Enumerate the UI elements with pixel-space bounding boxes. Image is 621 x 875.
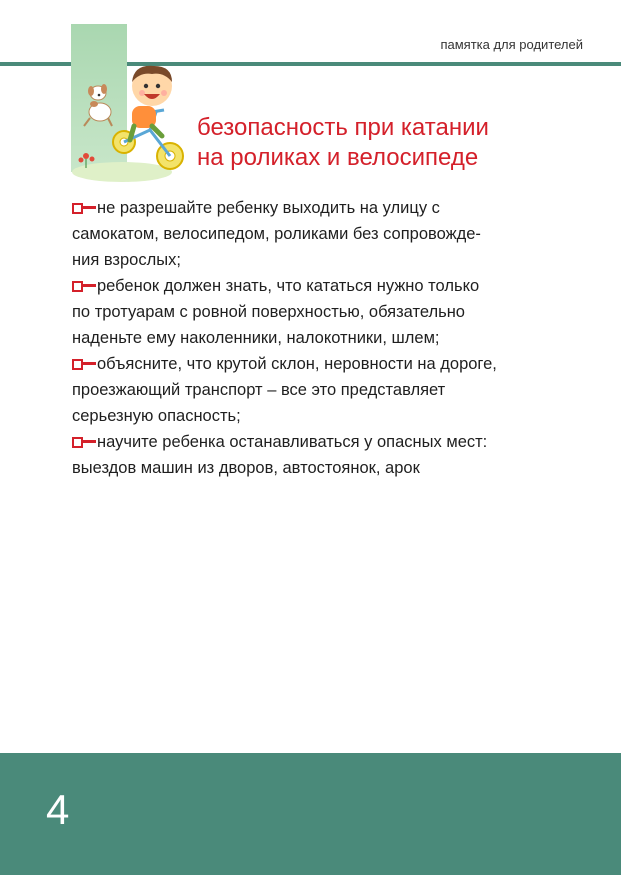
- red-bullet-icon: [72, 202, 96, 214]
- red-bullet-icon: [72, 280, 96, 292]
- red-bullet-icon: [72, 436, 96, 448]
- advice-item: [72, 195, 550, 273]
- advice-item: [72, 273, 550, 351]
- advice-item-2-line-2: по тротуарам с ровной поверхностью, обязательно: [72, 303, 465, 321]
- red-bullet-icon: [72, 358, 96, 370]
- page-number: 4: [46, 786, 70, 833]
- advice-item-3-line-3: серьезную опасность;: [72, 407, 241, 425]
- advice-item-3-line-2: проезжающий транспорт – все это представляет: [72, 381, 446, 399]
- advice-item-3-line-1: объясните, что крутой склон, неровности на дороге,: [97, 355, 497, 373]
- page-title: [197, 113, 489, 173]
- advice-item-2-line-3: наденьте ему наколенники, налокотники, шлем;: [72, 329, 440, 347]
- header-label: памятка для родителей: [440, 37, 583, 52]
- advice-item-1-line-2: самокатом, велосипедом, роликами без сопровожде-: [72, 225, 481, 243]
- child-on-tricycle-with-dog-icon: [72, 60, 192, 188]
- advice-item-4-line-1: научите ребенка останавливаться у опасных мест:: [97, 433, 488, 451]
- advice-list: [72, 195, 550, 481]
- advice-item-1-line-1: не разрешайте ребенку выходить на улицу с: [97, 199, 440, 217]
- advice-item-1-line-3: ния взрослых;: [72, 251, 181, 269]
- advice-item-4-line-2: выездов машин из дворов, автостоянок, арок: [72, 459, 420, 477]
- advice-item: [72, 351, 550, 429]
- title-line-2: на роликах и велосипеде: [197, 144, 479, 171]
- footer-band: [0, 753, 621, 875]
- advice-item-2-line-1: ребенок должен знать, что кататься нужно только: [97, 277, 480, 295]
- advice-item: [72, 429, 550, 481]
- title-line-1: безопасность при катании: [197, 114, 489, 141]
